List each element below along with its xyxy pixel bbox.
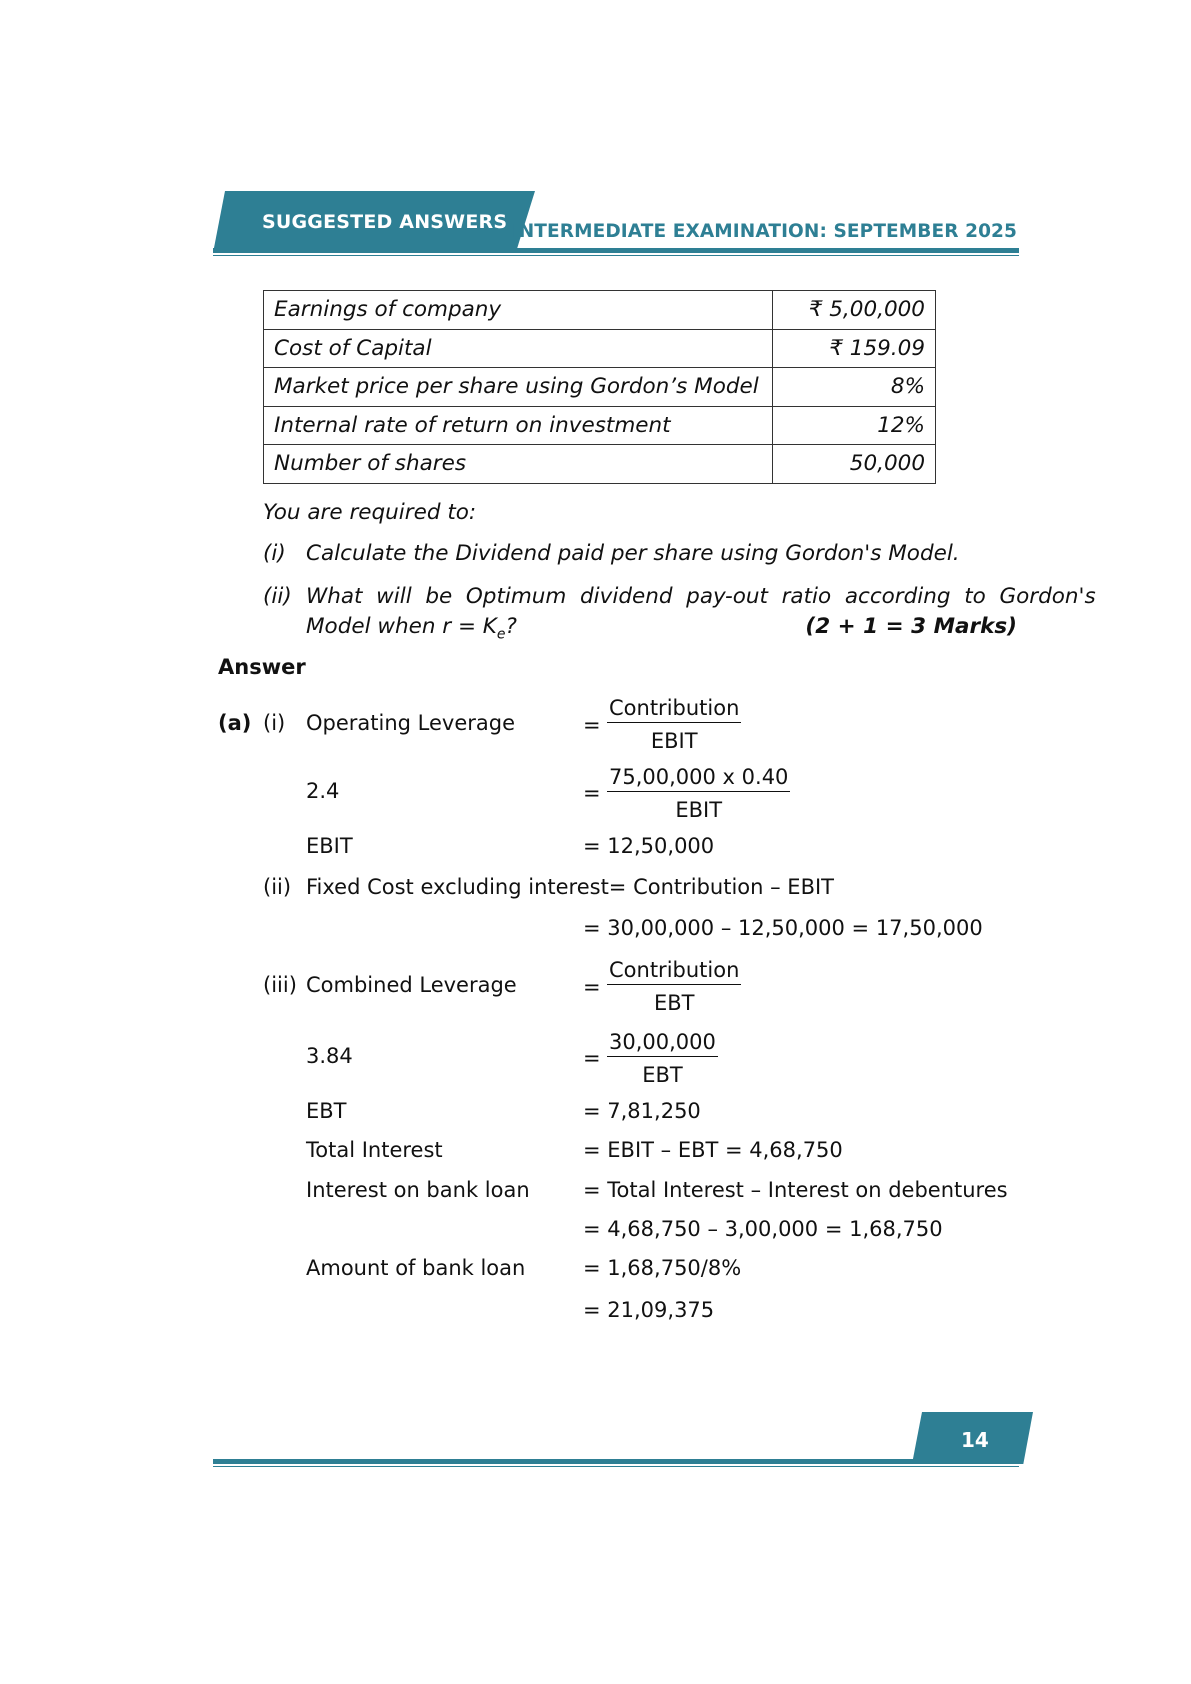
page-number: 14 xyxy=(961,1428,989,1452)
table-cell-value: ₹ 159.09 xyxy=(773,329,936,368)
fraction-contribution-ebt xyxy=(607,958,741,1015)
denominator: EBT xyxy=(653,991,695,1015)
operating-leverage-value: 2.4 xyxy=(306,779,340,803)
question-item-text: What will be Optimum dividend pay-out ratio according to Gordon's xyxy=(306,584,1096,609)
subpart-number: (iii) xyxy=(263,973,297,997)
bank-loan-result: = 21,09,375 xyxy=(583,1298,715,1322)
table-cell-value: 8% xyxy=(773,368,936,407)
table-row xyxy=(264,406,936,445)
question-text-pre: Model when r = K xyxy=(306,614,497,639)
equals-sign: = xyxy=(583,975,601,999)
bank-loan-formula: = 1,68,750/8% xyxy=(583,1256,742,1280)
ebt-result: = 7,81,250 xyxy=(583,1099,701,1123)
table-row xyxy=(264,291,936,330)
bank-interest-label: Interest on bank loan xyxy=(306,1178,530,1202)
fraction-contribution-ebit xyxy=(607,696,741,753)
combined-leverage-value: 3.84 xyxy=(306,1044,353,1068)
operating-leverage-label: Operating Leverage xyxy=(306,711,516,735)
data-table xyxy=(263,290,936,484)
fraction-ebt-calculation xyxy=(607,1030,718,1087)
denominator: EBT xyxy=(642,1063,683,1087)
question-item-text-line2 xyxy=(306,614,517,642)
table-cell-value: ₹ 5,00,000 xyxy=(773,291,936,330)
header-tab-label: SUGGESTED ANSWERS xyxy=(262,211,508,233)
ebt-label: EBT xyxy=(306,1099,347,1123)
bank-interest-result: = 4,68,750 – 3,00,000 = 1,68,750 xyxy=(583,1217,943,1241)
question-item-number: (i) xyxy=(263,541,286,566)
table-cell-label: Number of shares xyxy=(264,445,773,484)
table-cell-value: 12% xyxy=(773,406,936,445)
total-interest-result: = EBIT – EBT = 4,68,750 xyxy=(583,1138,843,1162)
subscript: e xyxy=(496,626,506,643)
table-cell-label: Cost of Capital xyxy=(264,329,773,368)
total-interest-label: Total Interest xyxy=(306,1138,443,1162)
denominator: EBIT xyxy=(675,798,723,822)
question-text-post: ? xyxy=(505,614,517,639)
question-intro: You are required to: xyxy=(263,500,477,525)
bank-loan-label: Amount of bank loan xyxy=(306,1256,526,1280)
exam-title: INTERMEDIATE EXAMINATION: SEPTEMBER 2025 xyxy=(511,221,1017,242)
footer-rule-thin xyxy=(213,1466,1019,1467)
combined-leverage-label: Combined Leverage xyxy=(306,973,517,997)
equals-sign: = xyxy=(583,1046,601,1070)
fixed-cost-line: Fixed Cost excluding interest= Contribution – EBIT xyxy=(306,875,835,899)
table-cell-label: Market price per share using Gordon’s Model xyxy=(264,368,773,407)
header-rule-thin xyxy=(213,255,1019,256)
equals-sign: = xyxy=(583,781,601,805)
footer-rule xyxy=(213,1459,1019,1464)
fixed-cost-result: = 30,00,000 – 12,50,000 = 17,50,000 xyxy=(583,916,983,940)
bank-interest-formula: = Total Interest – Interest on debentures xyxy=(583,1178,1008,1202)
marks-allocation: (2 + 1 = 3 Marks) xyxy=(805,614,1017,639)
numerator: Contribution xyxy=(607,696,741,723)
ebit-label: EBIT xyxy=(306,834,353,858)
fraction-ebit-calculation xyxy=(607,765,790,822)
ebit-result: = 12,50,000 xyxy=(583,834,715,858)
denominator: EBIT xyxy=(650,729,698,753)
numerator: 30,00,000 xyxy=(607,1030,718,1057)
numerator: 75,00,000 x 0.40 xyxy=(607,765,790,792)
question-item-text: Calculate the Dividend paid per share using Gordon's Model. xyxy=(306,541,960,566)
subpart-number: (i) xyxy=(263,711,286,735)
answer-part-label: (a) xyxy=(218,711,252,735)
subpart-number: (ii) xyxy=(263,875,292,899)
table-cell-label: Internal rate of return on investment xyxy=(264,406,773,445)
question-item-number: (ii) xyxy=(263,584,292,609)
answer-heading: Answer xyxy=(218,655,306,679)
table-row xyxy=(264,368,936,407)
table-cell-value: 50,000 xyxy=(773,445,936,484)
table-row xyxy=(264,445,936,484)
header-rule xyxy=(213,248,1019,253)
table-cell-label: Earnings of company xyxy=(264,291,773,330)
equals-sign: = xyxy=(583,713,601,737)
table-row xyxy=(264,329,936,368)
numerator: Contribution xyxy=(607,958,741,985)
